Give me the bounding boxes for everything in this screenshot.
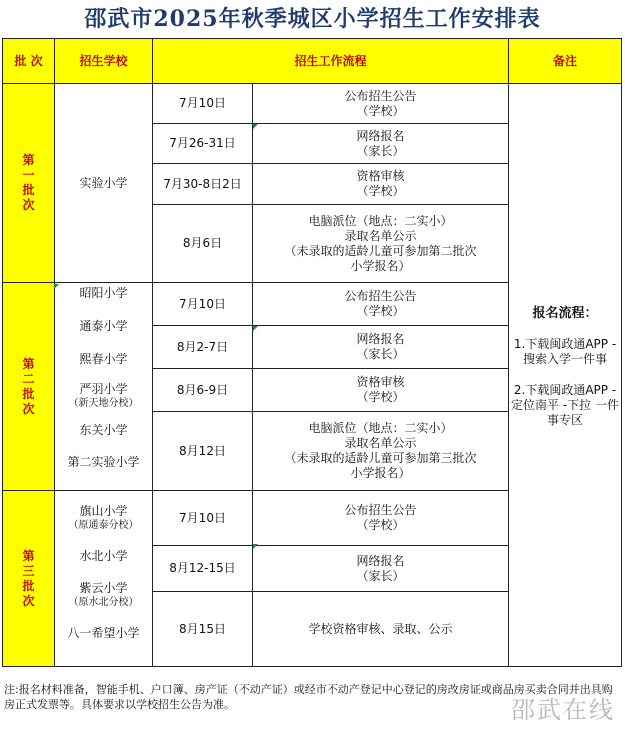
- step-date: 7月10日: [153, 491, 253, 546]
- step-desc: 公布招生公告 （学校）: [253, 84, 509, 124]
- cell-comment-marker: [253, 124, 258, 129]
- schedule-table: [2, 38, 622, 667]
- school-name: 通泰小学: [79, 319, 128, 333]
- step-desc: 电脑派位（地点：二实小） 录取名单公示 （未录取的适龄儿童可参加第二批次 小学报名）: [253, 205, 509, 283]
- batch-2-label: 第 二 批 次: [3, 283, 55, 491]
- watermark-text: 邵武在线: [511, 696, 615, 724]
- step-date: 8月15日: [153, 592, 253, 667]
- school-name: 紫云小学 （原水北分校）: [68, 581, 139, 608]
- step-desc: 电脑派位（地点：二实小） 录取名单公示 （未录取的适龄儿童可参加第三批次 小学报名）: [253, 412, 509, 491]
- footnote: 注:报名材料准备，智能手机、户口簿、房产证（不动产证）或经市不动产登记中心登记的房改房证或商品房买卖合同并出具购房正式发票等。具体要求以学校招生公告为准。: [4, 683, 613, 711]
- batch-3-schools: [55, 491, 153, 667]
- note-cell: [509, 84, 622, 667]
- batch-1-label: 第 一 批 次: [3, 84, 55, 283]
- step-desc: 公布招生公告 （学校）: [253, 283, 509, 326]
- school-name: 旗山小学 （原通泰分校）: [68, 504, 139, 531]
- step-date: 8月6-9日: [153, 369, 253, 412]
- step-date: 7月10日: [153, 84, 253, 124]
- school-name: 严羽小学 （新天地分校）: [68, 382, 139, 409]
- header-flow: 招生工作流程: [153, 39, 509, 84]
- header-row: [3, 39, 622, 84]
- page-title: 邵武市2025年秋季城区小学招生工作安排表: [84, 6, 541, 32]
- table-row: [3, 84, 622, 124]
- step-desc: 网络报名 （家长）: [253, 546, 509, 592]
- header-note: 备注: [509, 39, 622, 84]
- school-name: 水北小学: [79, 549, 128, 563]
- step-date: 8月12日: [153, 412, 253, 491]
- cell-comment-marker: [54, 284, 59, 289]
- school-name: 昭阳小学: [79, 286, 128, 300]
- step-date: 7月10日: [153, 283, 253, 326]
- step-desc: 学校资格审核、录取、公示: [253, 592, 509, 667]
- school-name: 第二实验小学: [67, 455, 140, 469]
- step-desc: 网络报名 （家长）: [253, 124, 509, 164]
- batch-3-label: 第 三 批 次: [3, 491, 55, 667]
- note-step: 1.下载闽政通APP -搜索入学一件事: [513, 337, 617, 366]
- header-school: 招生学校: [55, 39, 153, 84]
- step-date: 7月26-31日: [153, 124, 253, 164]
- batch-1-schools: [55, 84, 153, 283]
- step-date: 8月12-15日: [153, 546, 253, 592]
- school-name: 熙春小学: [79, 352, 128, 366]
- cell-comment-marker: [253, 326, 258, 331]
- step-date: 8月6日: [153, 205, 253, 283]
- cell-comment-marker: [253, 544, 258, 549]
- step-desc: 资格审核 （学校）: [253, 369, 509, 412]
- step-desc: 网络报名 （家长）: [253, 326, 509, 369]
- step-desc: 公布招生公告 （学校）: [253, 491, 509, 546]
- header-batch: 批 次: [3, 39, 55, 84]
- note-title: 报名流程：: [532, 306, 598, 321]
- school-name: 八一希望小学: [67, 626, 140, 640]
- step-date: 8月2-7日: [153, 326, 253, 369]
- school-name: 实验小学: [79, 176, 128, 190]
- step-date: 7月30-8日2日: [153, 164, 253, 205]
- school-name: 东关小学: [79, 423, 128, 437]
- step-desc: 资格审核 （学校）: [253, 164, 509, 205]
- batch-2-schools: [55, 283, 153, 491]
- note-step: 2.下载闽政通APP -定位南平 -下拉 一件事专区: [511, 383, 619, 427]
